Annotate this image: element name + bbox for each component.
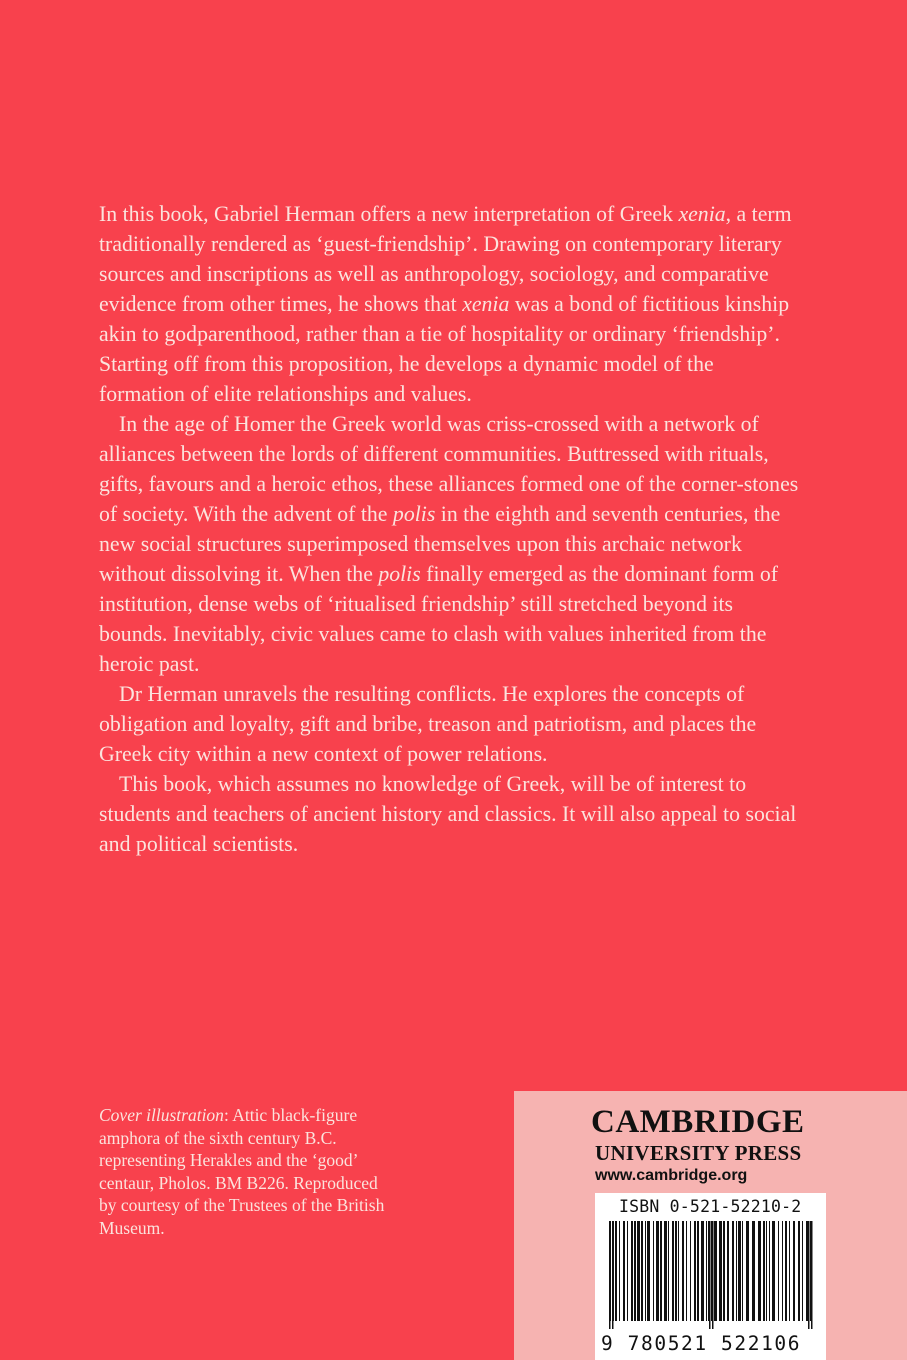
isbn-number: ISBN 0-521-52210-2 [619, 1197, 802, 1216]
barcode-bar [736, 1221, 737, 1321]
barcode-bar [772, 1221, 775, 1321]
barcode-bar [641, 1221, 643, 1321]
barcode-bar [678, 1221, 679, 1321]
barcode-bar [660, 1221, 662, 1321]
barcode-icon [599, 1221, 822, 1329]
blurb-p2-text-3: finally emerged as the dominant form of institution, dense webs of ‘ritualised friendship’ still stretched beyond its bounds. Inevitably, civic values came to clash with values inherited from the heroic past. [99, 562, 779, 676]
barcode-bar [634, 1221, 636, 1321]
barcode-bar [758, 1221, 761, 1321]
barcode-bar [810, 1221, 811, 1321]
barcode-bar [701, 1221, 704, 1321]
barcode-bar [766, 1221, 767, 1321]
barcode-bar [746, 1221, 749, 1321]
barcode-bar [615, 1221, 617, 1321]
blurb-p1-text-3: was a bond of fictitious kinship akin to godparenthood, rather than a tie of hospitality or ordinary ‘friendship’. Starting off from this proposition, he develops a dynamic model of the formation of elite relationships and values. [99, 292, 790, 406]
barcode-bar [664, 1221, 667, 1321]
barcode-bar [675, 1221, 677, 1321]
publisher-block [514, 1091, 907, 1360]
barcode-bar [672, 1221, 674, 1321]
blurb-p1-text-1: In this book, Gabriel Herman offers a new interpretation of Greek [99, 202, 673, 226]
barcode-bar [631, 1221, 633, 1321]
barcode-bar [690, 1221, 691, 1321]
publisher-url: www.cambridge.org [595, 1167, 748, 1184]
barcode-bar [623, 1221, 625, 1321]
barcode-bar [732, 1221, 734, 1321]
barcode-bar [778, 1221, 779, 1321]
barcode-bar [742, 1221, 743, 1321]
ean-digits: 9 780521 522106 [601, 1332, 802, 1355]
barcode-bar [668, 1221, 669, 1321]
barcode-bar [789, 1221, 790, 1321]
barcode-bar [619, 1221, 620, 1321]
barcode-bar [656, 1221, 659, 1321]
barcode-bar [637, 1221, 640, 1321]
barcode-bar [723, 1221, 725, 1321]
cover-illustration-credit [99, 1104, 399, 1239]
barcode-guard-bar [712, 1221, 714, 1329]
barcode-bar [682, 1221, 684, 1321]
barcode-bar [727, 1221, 729, 1321]
blurb-p2-text-1: In the age of Homer the Greek world was criss-crossed with a network of alliances between the lords of different communities. Buttressed with rituals, gifts, favours and a heroic ethos, these alliances formed one of the corner-stones of society. With the advent of the [99, 412, 799, 526]
barcode-bar [645, 1221, 646, 1321]
blurb-paragraph-3: Dr Herman unravels the resulting conflicts. He explores the concepts of obligation and loyalty, gift and bribe, treason and patriotism, and places the Greek city within a new context of power relations. [99, 682, 757, 766]
barcode-bar [719, 1221, 722, 1321]
barcode-guard-bar [612, 1221, 614, 1329]
barcode-bar [793, 1221, 795, 1321]
barcode-panel [595, 1193, 826, 1360]
barcode-guard-bar [811, 1221, 813, 1329]
barcode-bar [798, 1221, 800, 1321]
blurb-p1-xenia-2: xenia [462, 292, 510, 316]
barcode-bar [653, 1221, 654, 1321]
publisher-subtitle: UNIVERSITY PRESS [595, 1141, 802, 1165]
barcode-bar [782, 1221, 783, 1321]
barcode-bar [694, 1221, 696, 1321]
blurb-p2-polis-2: polis [378, 562, 421, 586]
barcode-bar [711, 1221, 712, 1321]
barcode-bar [785, 1221, 787, 1321]
barcode-bar [706, 1221, 707, 1321]
blurb-p2-polis: polis [392, 502, 436, 526]
barcode-bar [647, 1221, 650, 1321]
barcode-guard-bar [609, 1221, 611, 1329]
barcode-guard-bar [808, 1221, 810, 1329]
barcode-bar [769, 1221, 770, 1321]
book-blurb [99, 199, 799, 859]
barcode-bar [752, 1221, 755, 1321]
blurb-p1-xenia: xenia [678, 202, 726, 226]
blurb-paragraph-4: This book, which assumes no knowledge of Greek, will be of interest to students and teachers of ancient history and classics. It will also appeal to social and political scientists. [99, 772, 797, 856]
credit-label: Cover illustration [99, 1105, 224, 1125]
blurb-paragraph-1 [99, 199, 799, 409]
publisher-name: CAMBRIDGE [591, 1104, 805, 1140]
barcode-bar [697, 1221, 699, 1321]
credit-text: : Attic black-figure amphora of the sixth century B.C. representing Herakles and the ‘good’ centaur, Pholos. BM B226. Reproduced by courtesy of the Trustees of the British Museum. [99, 1105, 385, 1238]
barcode-bar [627, 1221, 628, 1321]
barcode-bar [763, 1221, 765, 1321]
blurb-p2-text-2: in the eighth and seventh centuries, the new social structures superimposed themselves upon this archaic network without dissolving it. When the [99, 502, 781, 586]
barcode-bar [738, 1221, 741, 1321]
barcode-bar [802, 1221, 803, 1321]
barcode-bar [714, 1221, 717, 1321]
blurb-paragraph-2 [99, 409, 799, 679]
barcode-guard-bar [709, 1221, 711, 1329]
barcode-bar [686, 1221, 687, 1321]
blurb-p1-text-2: , a term traditionally rendered as ‘guest-friendship’. Drawing on contemporary literary sources and inscriptions as well as anthropology, sociology, and comparative evidence from other times, he shows that [99, 202, 792, 316]
